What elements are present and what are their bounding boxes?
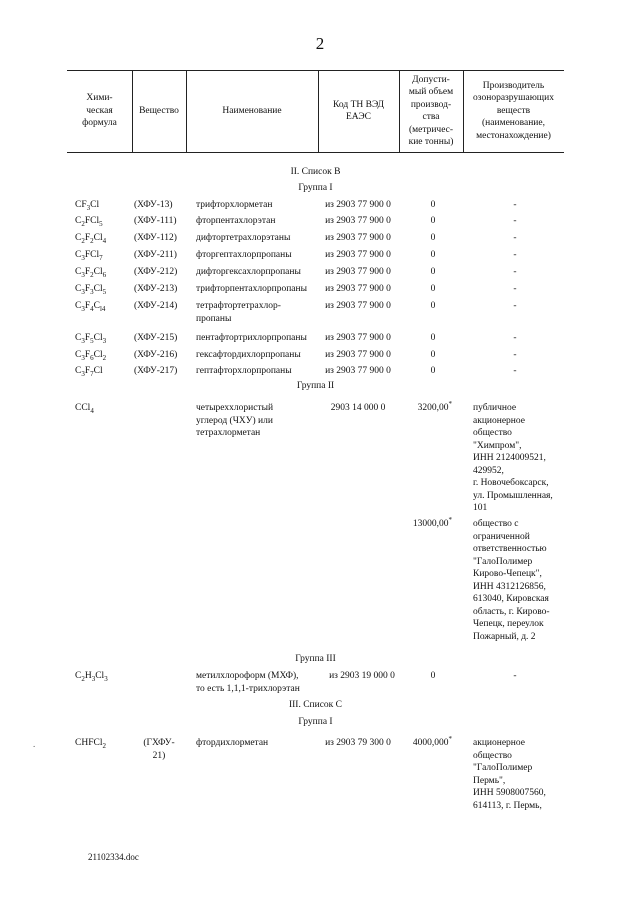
table-row-name: пентафтортрихлорпропаны <box>196 333 307 343</box>
table-row-formula: $C_2FCl_5$ <box>75 216 103 228</box>
table-row-name: фторгептахлорпропаны <box>196 250 292 260</box>
table-row-mcf-volume: 0 <box>430 671 436 681</box>
table-row-volume: 0 <box>430 200 436 210</box>
group-title-list-c-1: Группа I <box>298 717 333 727</box>
table-row-code: из 2903 77 900 0 <box>325 267 391 277</box>
table-row-volume: 0 <box>430 284 436 294</box>
margin-mark: . <box>33 739 36 749</box>
table-row-ccl4-volume-2: 13000,00* <box>412 515 452 529</box>
table-row-name: дифтортетрахлорэтаны <box>196 233 291 243</box>
table-row-producer: - <box>513 350 517 360</box>
group-title-list-b-1: Группа I <box>298 183 333 193</box>
table-row-mcf-name: метилхлороформ (МХФ), то есть 1,1,1-трихлорэтан <box>196 671 300 694</box>
table-row-code: из 2903 77 900 0 <box>325 233 391 243</box>
table-row-producer: - <box>513 200 517 210</box>
group-title-list-b-2: Группа II <box>296 381 335 391</box>
table-row-ccl4-volume-1: 3200,00* <box>417 399 452 413</box>
table-row-hcfc21-producer: акционерное общество "ГалоПолимер Пермь", ИНН 5908007560, 614113, г. Пермь, <box>473 738 546 811</box>
table-row-substance: (ХФУ-217) <box>134 366 178 376</box>
table-row-name: гексафтордихлорпропаны <box>196 350 301 360</box>
table-row-mcf-formula: $C_2H_3Cl_3$ <box>75 671 108 683</box>
table-row-producer: - <box>513 250 517 260</box>
table-row-ccl4-code: 2903 14 000 0 <box>330 403 386 413</box>
table-row-code: из 2903 77 900 0 <box>325 200 391 210</box>
table-row-substance: (ХФУ-215) <box>134 333 178 343</box>
table-row-substance: (ХФУ-111) <box>134 216 177 226</box>
footer-filename: 21102334.doc <box>88 852 139 862</box>
table-row-code: из 2903 77 900 0 <box>325 366 391 376</box>
table-row-hcfc21-formula: CHFCl$_2$ <box>75 738 106 750</box>
table-row-ccl4-name: четыреххлористый углерод (ЧХУ) или тетрахлорметан <box>196 403 274 438</box>
table-row-producer: - <box>513 284 517 294</box>
table-row-substance: (ХФУ-214) <box>134 301 178 311</box>
table-row-code: из 2903 77 900 0 <box>325 350 391 360</box>
table-row-ccl4-formula: CCl$_4$ <box>75 403 94 415</box>
table-row-code: из 2903 77 900 0 <box>325 333 391 343</box>
table-row-producer: - <box>513 301 517 311</box>
table-row-producer: - <box>513 216 517 226</box>
header-formula: Хими- ческая формула <box>82 93 117 129</box>
header-volume: Допусти- мый объем производ- ства (метричес- кие тонны) <box>408 74 454 147</box>
table-row-volume: 0 <box>430 216 436 226</box>
table-row-code: из 2903 77 900 0 <box>325 284 391 294</box>
table-row-volume: 0 <box>430 233 436 243</box>
table-row-substance: (ХФУ-216) <box>134 350 178 360</box>
table-row-formula: $C_3F_2Cl_6$ <box>75 267 107 279</box>
table-row-volume: 0 <box>430 350 436 360</box>
section-title-list-c: III. Список С <box>288 700 343 710</box>
table-row-name: тетрафтортетрахлор- пропаны <box>196 301 281 324</box>
table-row-hcfc21-code: из 2903 79 300 0 <box>325 738 391 748</box>
table-row-name: трифторхлорметан <box>196 200 273 210</box>
header-code: Код ТН ВЭД ЕАЭС <box>333 99 384 122</box>
table-row-formula: $C_3FCl_7$ <box>75 250 103 262</box>
table-row-name: дифторгексахлорпропаны <box>196 267 301 277</box>
table-row-mcf-producer: - <box>513 671 517 681</box>
table-header-bottom-rule <box>67 152 564 153</box>
section-title-list-b: II. Список В <box>290 167 341 177</box>
header-substance: Вещество <box>139 105 179 116</box>
header-producer: Производитель озоноразрушающих веществ (наименование, местонахождение) <box>473 80 554 141</box>
table-row-ccl4-producer-2: общество с ограниченной ответственностью "ГалоПолимер Кирово-Чепецк", ИНН 4312126856, 613040, Кировская область, г. Кирово- Чепецк, переулок Пожарный, д. 2 <box>473 519 550 642</box>
table-row-code: из 2903 77 900 0 <box>325 301 391 311</box>
page-number: 2 <box>315 34 325 53</box>
table-row-producer: - <box>513 366 517 376</box>
table-row-substance: (ХФУ-211) <box>134 250 177 260</box>
table-row-volume: 0 <box>430 301 436 311</box>
table-row-substance: (ХФУ-13) <box>134 200 173 210</box>
table-row-formula: $C_3F_5Cl_3$ <box>75 333 107 345</box>
table-row-volume: 0 <box>430 250 436 260</box>
table-row-name: трифторпентахлорпропаны <box>196 284 307 294</box>
table-row-ccl4-producer-1: публичное акционерное общество "Химпром", ИНН 2124009521, 429952, г. Новочебоксарск, ул. Промышленная, 101 <box>473 403 553 513</box>
table-row-hcfc21-volume: 4000,000* <box>412 734 452 748</box>
group-title-list-b-3: Группа III <box>295 654 336 664</box>
table-row-name: фторпентахлорэтан <box>196 216 276 226</box>
table-row-substance: (ХФУ-112) <box>134 233 177 243</box>
table-row-code: из 2903 77 900 0 <box>325 216 391 226</box>
table-row-formula: $C_3F_6Cl_2$ <box>75 350 107 362</box>
table-row-name: гептафторхлорпропаны <box>196 366 292 376</box>
table-row-volume: 0 <box>430 333 436 343</box>
table-row-hcfc21-name: фтордихлорметан <box>196 738 269 748</box>
table-row-producer: - <box>513 233 517 243</box>
table-row-formula: $C_3F_7Cl$ <box>75 366 103 378</box>
table-row-substance: (ХФУ-212) <box>134 267 178 277</box>
table-row-hcfc21-substance: (ГХФУ- 21) <box>143 738 175 761</box>
table-row-substance: (ХФУ-213) <box>134 284 178 294</box>
table-row-code: из 2903 77 900 0 <box>325 250 391 260</box>
table-row-volume: 0 <box>430 366 436 376</box>
table-row-formula: $CF_3Cl$ <box>75 200 100 212</box>
table-row-volume: 0 <box>430 267 436 277</box>
table-row-producer: - <box>513 333 517 343</box>
table-row-formula: $C_2F_2Cl_4$ <box>75 233 107 245</box>
header-name: Наименование <box>222 105 282 116</box>
table-row-mcf-code: из 2903 19 000 0 <box>329 671 395 681</box>
table-row-formula: $C_3F_3Cl_5$ <box>75 284 107 296</box>
table-row-producer: - <box>513 267 517 277</box>
table-row-formula: $C_3F_4C_{l4}$ <box>75 301 106 313</box>
